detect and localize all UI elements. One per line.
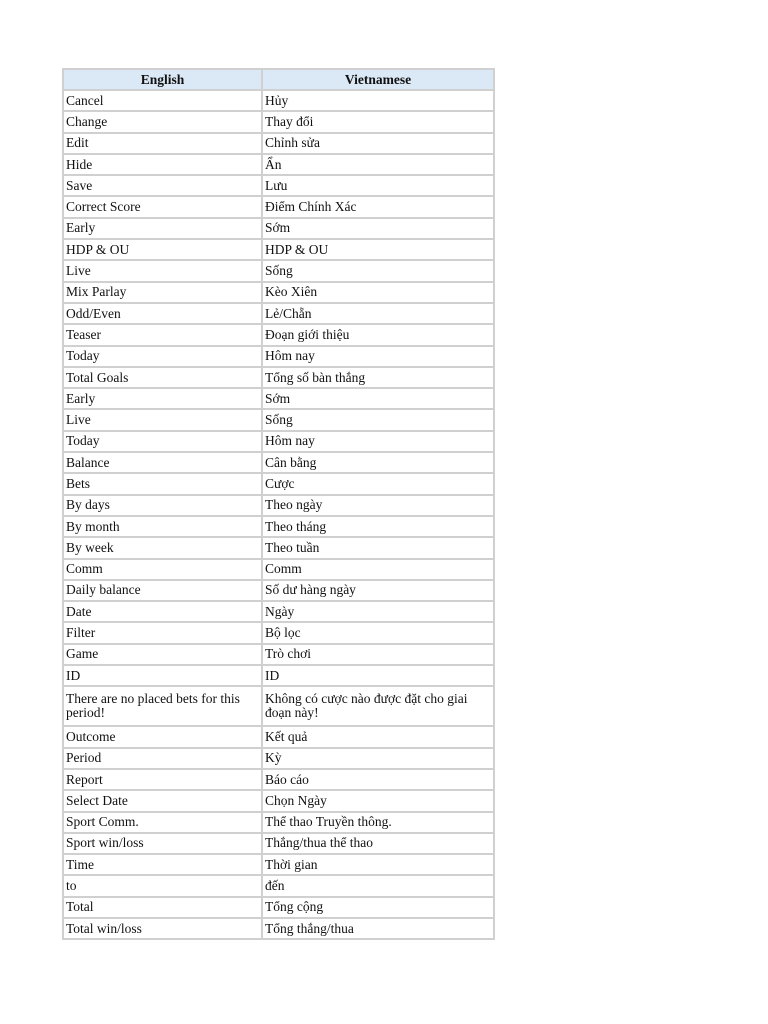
- vietnamese-cell: Thắng/thua thể thao: [262, 833, 494, 854]
- english-cell: Select Date: [63, 790, 262, 811]
- vietnamese-cell: Ẩn: [262, 154, 494, 175]
- english-cell: Change: [63, 111, 262, 132]
- vietnamese-cell: Sống: [262, 409, 494, 430]
- table-row: [63, 239, 494, 260]
- table-row: [63, 473, 494, 494]
- vietnamese-cell: Tổng cộng: [262, 897, 494, 918]
- vietnamese-cell: Ngày: [262, 601, 494, 622]
- vietnamese-cell: Báo cáo: [262, 769, 494, 790]
- vietnamese-cell: ID: [262, 665, 494, 686]
- english-cell: Edit: [63, 133, 262, 154]
- vietnamese-cell: Thể thao Truyền thông.: [262, 812, 494, 833]
- table-row: [63, 726, 494, 747]
- english-cell: Teaser: [63, 324, 262, 345]
- vietnamese-cell: Không có cược nào được đặt cho giai đoạn này!: [262, 686, 494, 726]
- table-row: [63, 367, 494, 388]
- table-row: [63, 218, 494, 239]
- english-cell: Sport Comm.: [63, 812, 262, 833]
- vietnamese-cell: Sống: [262, 260, 494, 281]
- english-cell: Comm: [63, 559, 262, 580]
- table-row: [63, 495, 494, 516]
- table-row: [63, 154, 494, 175]
- english-cell: Mix Parlay: [63, 282, 262, 303]
- english-cell: Daily balance: [63, 580, 262, 601]
- english-cell: to: [63, 875, 262, 896]
- vietnamese-cell: Kết quả: [262, 726, 494, 747]
- table-row: [63, 303, 494, 324]
- vietnamese-cell: Kỳ: [262, 748, 494, 769]
- table-row: [63, 111, 494, 132]
- english-cell: Correct Score: [63, 196, 262, 217]
- vietnamese-cell: Sớm: [262, 218, 494, 239]
- english-cell: Live: [63, 409, 262, 430]
- english-cell: Save: [63, 175, 262, 196]
- vietnamese-cell: Theo tháng: [262, 516, 494, 537]
- vietnamese-cell: Bộ lọc: [262, 622, 494, 643]
- table-row: [63, 854, 494, 875]
- vietnamese-cell: Số dư hàng ngày: [262, 580, 494, 601]
- vietnamese-cell: Điểm Chính Xác: [262, 196, 494, 217]
- english-cell: Date: [63, 601, 262, 622]
- vietnamese-cell: Sớm: [262, 388, 494, 409]
- table-row: [63, 196, 494, 217]
- english-cell: HDP & OU: [63, 239, 262, 260]
- table-row: [63, 431, 494, 452]
- english-cell: By month: [63, 516, 262, 537]
- table-row: [63, 833, 494, 854]
- english-cell: Total win/loss: [63, 918, 262, 939]
- table-row: [63, 918, 494, 939]
- vietnamese-cell: Lẻ/Chẵn: [262, 303, 494, 324]
- english-cell: By week: [63, 537, 262, 558]
- vietnamese-cell: Đoạn giới thiệu: [262, 324, 494, 345]
- vietnamese-cell: Theo ngày: [262, 495, 494, 516]
- english-cell: Sport win/loss: [63, 833, 262, 854]
- vietnamese-cell: Tổng thắng/thua: [262, 918, 494, 939]
- english-cell: Total Goals: [63, 367, 262, 388]
- english-cell: Report: [63, 769, 262, 790]
- table-row: [63, 388, 494, 409]
- translation-table: [62, 68, 495, 940]
- column-header-vietnamese: Vietnamese: [262, 69, 494, 90]
- table-row: [63, 748, 494, 769]
- vietnamese-cell: Chỉnh sửa: [262, 133, 494, 154]
- table-row: [63, 622, 494, 643]
- table-row: [63, 580, 494, 601]
- column-header-english: English: [63, 69, 262, 90]
- vietnamese-cell: Hủy: [262, 90, 494, 111]
- vietnamese-cell: Thay đổi: [262, 111, 494, 132]
- vietnamese-cell: Theo tuần: [262, 537, 494, 558]
- table-row: [63, 133, 494, 154]
- table-row: [63, 897, 494, 918]
- vietnamese-cell: Tổng số bàn thắng: [262, 367, 494, 388]
- table-row: [63, 409, 494, 430]
- table-row: [63, 644, 494, 665]
- english-cell: There are no placed bets for this period!: [63, 686, 262, 726]
- english-cell: Cancel: [63, 90, 262, 111]
- english-cell: Live: [63, 260, 262, 281]
- english-cell: ID: [63, 665, 262, 686]
- table-row: [63, 516, 494, 537]
- table-row: [63, 601, 494, 622]
- english-cell: Game: [63, 644, 262, 665]
- vietnamese-cell: Chọn Ngày: [262, 790, 494, 811]
- vietnamese-cell: Comm: [262, 559, 494, 580]
- table-row: [63, 665, 494, 686]
- table-row: [63, 790, 494, 811]
- header-row: [63, 69, 494, 90]
- vietnamese-cell: Lưu: [262, 175, 494, 196]
- vietnamese-cell: Hôm nay: [262, 346, 494, 367]
- english-cell: Filter: [63, 622, 262, 643]
- table-row: [63, 346, 494, 367]
- vietnamese-cell: HDP & OU: [262, 239, 494, 260]
- english-cell: Balance: [63, 452, 262, 473]
- vietnamese-cell: Trò chơi: [262, 644, 494, 665]
- table-row: [63, 686, 494, 726]
- english-cell: Today: [63, 431, 262, 452]
- table-body: [63, 90, 494, 939]
- english-cell: Early: [63, 388, 262, 409]
- vietnamese-cell: Kèo Xiên: [262, 282, 494, 303]
- vietnamese-cell: đến: [262, 875, 494, 896]
- english-cell: Bets: [63, 473, 262, 494]
- english-cell: Time: [63, 854, 262, 875]
- table-row: [63, 260, 494, 281]
- table-row: [63, 90, 494, 111]
- english-cell: Early: [63, 218, 262, 239]
- table-row: [63, 452, 494, 473]
- table-row: [63, 324, 494, 345]
- vietnamese-cell: Hôm nay: [262, 431, 494, 452]
- english-cell: Odd/Even: [63, 303, 262, 324]
- table-row: [63, 812, 494, 833]
- vietnamese-cell: Cược: [262, 473, 494, 494]
- table-row: [63, 175, 494, 196]
- english-cell: Today: [63, 346, 262, 367]
- table-row: [63, 537, 494, 558]
- english-cell: Period: [63, 748, 262, 769]
- vietnamese-cell: Thời gian: [262, 854, 494, 875]
- table-row: [63, 875, 494, 896]
- english-cell: Hide: [63, 154, 262, 175]
- table-row: [63, 559, 494, 580]
- vietnamese-cell: Cân bằng: [262, 452, 494, 473]
- english-cell: Outcome: [63, 726, 262, 747]
- english-cell: By days: [63, 495, 262, 516]
- english-cell: Total: [63, 897, 262, 918]
- table-row: [63, 282, 494, 303]
- table-row: [63, 769, 494, 790]
